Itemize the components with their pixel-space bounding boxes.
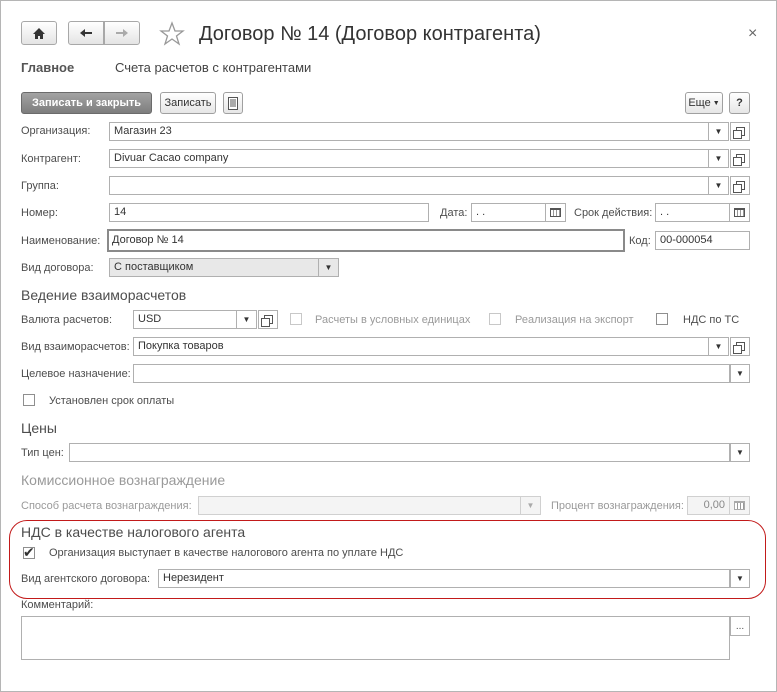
save-and-close-button[interactable]: Записать и закрыть	[21, 92, 152, 114]
vat-agent-section-title: НДС в качестве налогового агента	[21, 524, 246, 540]
purpose-label: Целевое назначение:	[21, 368, 131, 380]
counterparty-open-button[interactable]	[730, 149, 750, 168]
close-icon[interactable]: ×	[748, 25, 758, 42]
price-type-field[interactable]	[69, 443, 730, 462]
date-label: Дата:	[440, 207, 468, 219]
vat-customs-checkbox[interactable]	[656, 313, 668, 325]
chevron-down-icon: ▼	[714, 154, 723, 163]
currency-label: Валюта расчетов:	[21, 314, 112, 326]
tax-agent-checkbox[interactable]	[23, 547, 35, 559]
report-button[interactable]	[223, 92, 243, 114]
export-sale-checkbox[interactable]	[489, 313, 501, 325]
counterparty-dropdown-button[interactable]	[709, 149, 729, 168]
organization-dropdown-button[interactable]	[709, 122, 729, 141]
chevron-down-icon: ▼	[736, 574, 744, 583]
group-field[interactable]	[109, 176, 709, 195]
currency-open-button[interactable]	[258, 310, 278, 329]
comment-label: Комментарий:	[21, 599, 94, 611]
name-field[interactable]: Договор № 14	[107, 229, 625, 252]
commission-percent-field[interactable]: 0,00	[687, 496, 730, 515]
calendar-icon	[734, 208, 745, 217]
organization-label: Организация:	[21, 125, 91, 137]
vat-customs-label: НДС по ТС	[683, 314, 740, 326]
currency-field[interactable]: USD	[133, 310, 237, 329]
date-calendar-button[interactable]	[546, 203, 566, 222]
counterparty-label: Контрагент:	[21, 153, 81, 165]
tab-accounts[interactable]: Счета расчетов с контрагентами	[115, 60, 312, 75]
commission-method-field[interactable]	[198, 496, 521, 515]
window-title: Договор № 14 (Договор контрагента)	[199, 23, 541, 45]
save-button[interactable]: Записать	[160, 92, 216, 114]
home-icon	[32, 27, 46, 40]
chevron-down-icon: ▼	[324, 263, 333, 272]
settlement-type-dropdown-button[interactable]	[709, 337, 729, 356]
open-form-icon	[264, 315, 273, 324]
agent-contract-label: Вид агентского договора:	[21, 573, 151, 585]
validity-calendar-button[interactable]	[730, 203, 750, 222]
purpose-field[interactable]	[133, 364, 730, 383]
open-form-icon	[736, 181, 745, 190]
favorite-star-button[interactable]	[159, 21, 185, 47]
back-button[interactable]	[68, 21, 104, 45]
settlement-type-field[interactable]: Покупка товаров	[133, 337, 709, 356]
chevron-down-icon: ▼	[526, 501, 535, 510]
open-form-icon	[736, 342, 745, 351]
prices-section-title: Цены	[21, 420, 57, 436]
calendar-icon	[550, 208, 561, 217]
home-button[interactable]	[21, 21, 57, 45]
number-field[interactable]: 14	[109, 203, 429, 222]
group-open-button[interactable]	[730, 176, 750, 195]
contract-type-field[interactable]: С поставщиком	[109, 258, 319, 277]
help-button[interactable]: ?	[729, 92, 750, 114]
price-type-dropdown-button[interactable]	[730, 443, 750, 462]
calculator-icon	[734, 501, 745, 510]
chevron-down-icon: ▼	[736, 369, 744, 378]
validity-label: Срок действия:	[574, 207, 653, 219]
currency-dropdown-button[interactable]	[237, 310, 257, 329]
conventional-units-label: Расчеты в условных единицах	[315, 314, 471, 326]
organization-open-button[interactable]	[730, 122, 750, 141]
more-button[interactable]	[685, 92, 723, 114]
agent-contract-dropdown-button[interactable]	[730, 569, 750, 588]
payment-term-label: Установлен срок оплаты	[49, 395, 175, 407]
commission-method-label: Способ расчета вознаграждения:	[21, 500, 192, 512]
conventional-units-checkbox[interactable]	[290, 313, 302, 325]
code-field[interactable]: 00-000054	[655, 231, 750, 250]
chevron-down-icon: ▼	[736, 448, 744, 457]
more-label: Еще	[688, 97, 711, 109]
comment-textarea[interactable]	[21, 616, 730, 660]
contract-type-dropdown-button[interactable]	[319, 258, 339, 277]
comment-expand-button[interactable]: ...	[730, 616, 750, 636]
open-form-icon	[736, 154, 745, 163]
organization-field[interactable]: Магазин 23	[109, 122, 709, 141]
name-label: Наименование:	[21, 235, 101, 247]
payment-term-checkbox[interactable]	[23, 394, 35, 406]
price-type-label: Тип цен:	[21, 447, 64, 459]
group-label: Группа:	[21, 180, 59, 192]
number-label: Номер:	[21, 207, 58, 219]
settlement-type-open-button[interactable]	[730, 337, 750, 356]
tax-agent-label: Организация выступает в качестве налогового агента по уплате НДС	[49, 547, 404, 559]
contract-type-label: Вид договора:	[21, 262, 94, 274]
chevron-down-icon: ▼	[242, 315, 251, 324]
group-dropdown-button[interactable]	[709, 176, 729, 195]
forward-button[interactable]	[104, 21, 140, 45]
code-label: Код:	[629, 235, 651, 247]
chevron-down-icon: ▼	[714, 342, 723, 351]
chevron-down-icon: ▼	[714, 127, 723, 136]
commission-method-dropdown-button[interactable]	[521, 496, 541, 515]
settlements-section-title: Ведение взаиморасчетов	[21, 287, 187, 303]
open-form-icon	[736, 127, 745, 136]
date-field[interactable]: . .	[471, 203, 546, 222]
arrow-right-icon	[115, 28, 129, 38]
purpose-dropdown-button[interactable]	[730, 364, 750, 383]
report-icon	[228, 97, 238, 110]
star-icon	[159, 21, 185, 47]
tab-main[interactable]: Главное	[21, 60, 75, 75]
export-sale-label: Реализация на экспорт	[515, 314, 634, 326]
validity-field[interactable]: . .	[655, 203, 730, 222]
chevron-down-icon: ▼	[712, 99, 720, 107]
arrow-left-icon	[79, 28, 93, 38]
settlement-type-label: Вид взаиморасчетов:	[21, 341, 130, 353]
commission-section-title: Комиссионное вознаграждение	[21, 472, 226, 488]
chevron-down-icon: ▼	[714, 181, 723, 190]
counterparty-field[interactable]: Divuar Cacao company	[109, 149, 709, 168]
commission-percent-label: Процент вознаграждения:	[551, 500, 684, 512]
agent-contract-field[interactable]: Нерезидент	[158, 569, 730, 588]
commission-percent-calc-button[interactable]	[730, 496, 750, 515]
